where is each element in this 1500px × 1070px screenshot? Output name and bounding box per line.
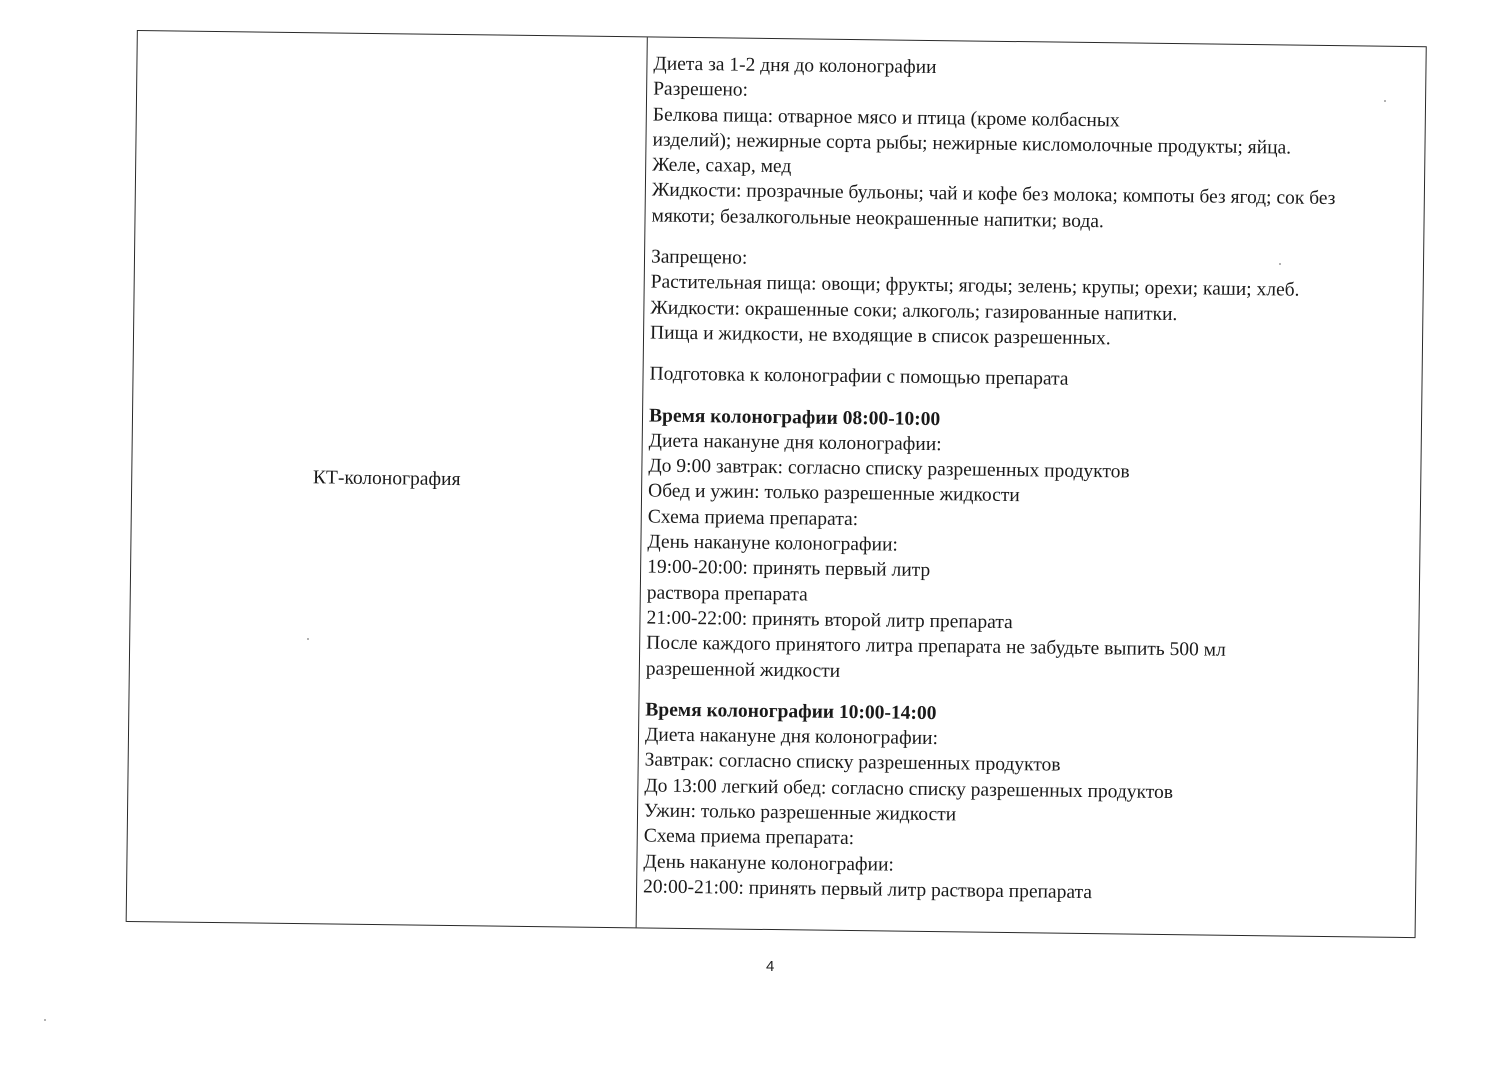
instruction-line: До 9:00 завтрак: согласно списку разрешенных продуктов bbox=[648, 455, 1130, 483]
instruction-line: Разрешено: bbox=[653, 78, 749, 101]
instruction-line: 21:00-22:00: принять второй литр препарата bbox=[646, 607, 1013, 633]
instruction-line: День накануне колонографии: bbox=[647, 531, 899, 556]
scan-speck bbox=[307, 638, 309, 640]
instruction-line: Белкова пища: отварное мясо и птица (кроме колбасных bbox=[652, 104, 1120, 131]
instruction-line: раствора препарата bbox=[646, 582, 808, 606]
instruction-line: Диета накануне дня колонографии: bbox=[648, 430, 942, 456]
section-heading: Время колонографии 10:00-14:00 bbox=[645, 699, 937, 724]
page-number: 4 bbox=[766, 958, 775, 975]
instruction-line: мякоти; безалкогольные неокрашенные напитки; вода. bbox=[651, 205, 1104, 232]
scan-speck bbox=[1384, 100, 1386, 102]
procedure-cell bbox=[127, 31, 647, 927]
instruction-line: Желе, сахар, мед bbox=[652, 154, 792, 178]
instruction-line: День накануне колонографии: bbox=[643, 851, 895, 876]
scan-speck bbox=[1279, 263, 1281, 265]
instruction-line: Схема приема препарата: bbox=[647, 506, 859, 530]
instruction-line: Запрещено: bbox=[650, 246, 748, 269]
instructions-cell bbox=[643, 52, 1414, 910]
instruction-line: 20:00-21:00: принять первый литр раствора препарата bbox=[642, 876, 1093, 903]
instruction-line: Пища и жидкости, не входящие в список разрешенных. bbox=[649, 322, 1111, 350]
instruction-line: Диета за 1-2 дня до колонографии bbox=[653, 53, 937, 79]
instruction-line: До 13:00 легкий обед: согласно списку разрешенных продуктов bbox=[644, 775, 1174, 803]
instruction-line: разрешенной жидкости bbox=[645, 657, 841, 682]
preparation-table bbox=[126, 30, 1427, 938]
instruction-line: Растительная пища: овощи; фрукты; ягоды; зелень; крупы; орехи; каши; хлеб. bbox=[650, 271, 1300, 302]
instruction-line: Обед и ужин: только разрешенные жидкости bbox=[647, 480, 1020, 507]
procedure-name: КТ-колонография bbox=[312, 467, 461, 491]
instruction-line: Жидкости: прозрачные бульоны; чай и кофе без молока; компоты без ягод; сок без bbox=[651, 179, 1336, 210]
instruction-line: изделий); нежирные сорта рыбы; нежирные кисломолочные продукты; яйца. bbox=[652, 129, 1292, 159]
instruction-line: Подготовка к колонографии с помощью препарата bbox=[649, 363, 1069, 391]
instruction-line: Ужин: только разрешенные жидкости bbox=[643, 800, 957, 826]
scan-speck bbox=[44, 1019, 46, 1021]
instruction-line: 19:00-20:00: принять первый литр bbox=[647, 556, 931, 582]
instruction-line: Диета накануне дня колонографии: bbox=[644, 724, 939, 750]
instruction-line: После каждого принятого литра препарата не забудьте выпить 500 мл bbox=[646, 632, 1226, 661]
section-heading: Время колонографии 08:00-10:00 bbox=[648, 405, 941, 430]
instruction-line: Завтрак: согласно списку разрешенных продуктов bbox=[644, 749, 1061, 777]
instruction-line: Жидкости: окрашенные соки; алкоголь; газированные напитки. bbox=[650, 297, 1178, 325]
instruction-line: Схема приема препарата: bbox=[643, 825, 855, 850]
